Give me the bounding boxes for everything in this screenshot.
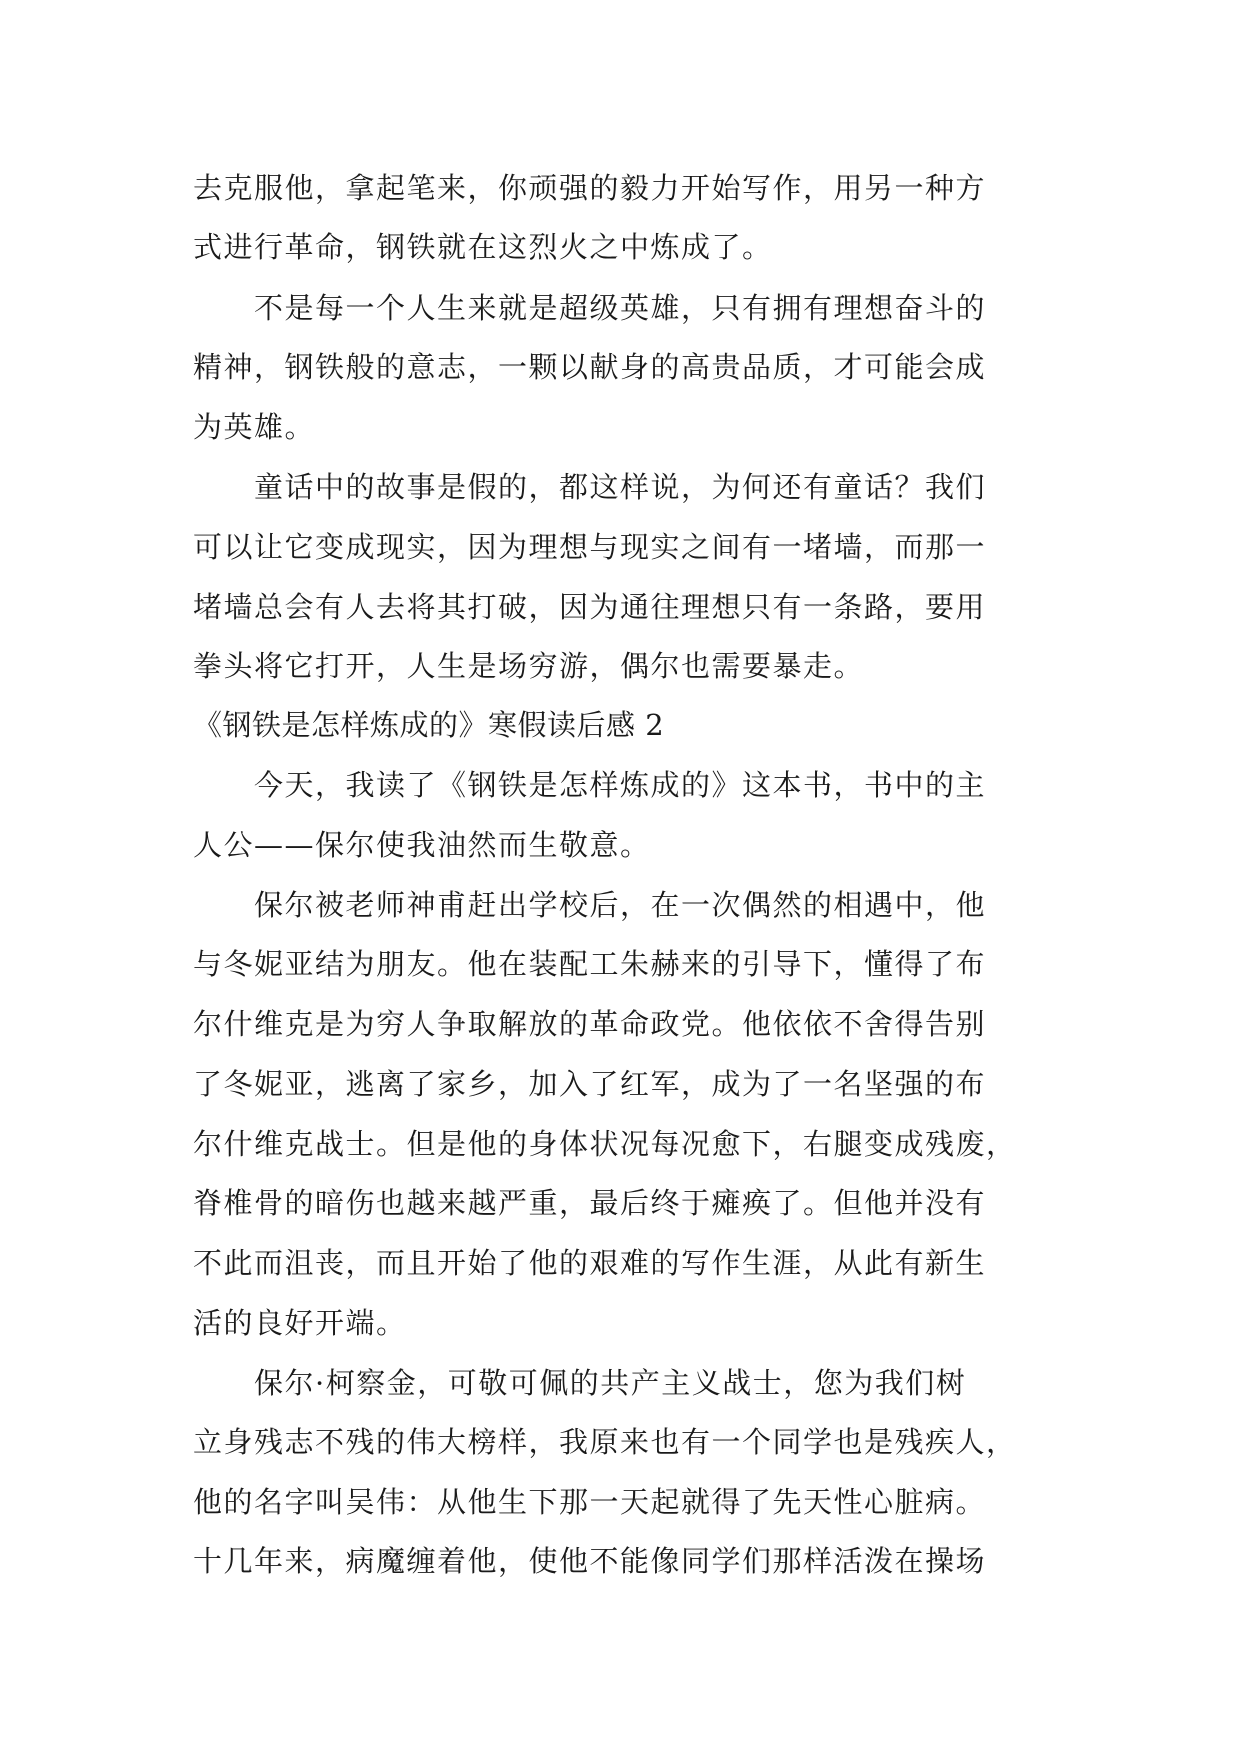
text-line: 尔什维克战士。但是他的身体状况每况愈下，右腿变成残废， bbox=[193, 1127, 1017, 1161]
paragraph-start-line: 童话中的故事是假的，都这样说，为何还有童话？我们 bbox=[193, 470, 987, 504]
text-line: 为英雄。 bbox=[193, 410, 316, 444]
text-line: 精神，钢铁般的意志，一颗以献身的高贵品质，才可能会成 bbox=[193, 350, 987, 384]
text-line: 了冬妮亚，逃离了家乡，加入了红军，成为了一名坚强的布 bbox=[193, 1067, 987, 1101]
text-line: 堵墙总会有人去将其打破，因为通往理想只有一条路，要用 bbox=[193, 590, 987, 624]
text-line: 拳头将它打开，人生是场穷游，偶尔也需要暴走。 bbox=[193, 649, 865, 683]
text-line: 活的良好开端。 bbox=[193, 1306, 407, 1340]
paragraph-start-line: 保尔被老师神甫赶出学校后，在一次偶然的相遇中，他 bbox=[193, 888, 987, 922]
text-line: 尔什维克是为穷人争取解放的革命政党。他依依不舍得告别 bbox=[193, 1007, 987, 1041]
text-line: 可以让它变成现实，因为理想与现实之间有一堵墙，而那一 bbox=[193, 530, 987, 564]
paragraph-start-line: 今天，我读了《钢铁是怎样炼成的》这本书，书中的主 bbox=[193, 768, 987, 802]
text-line: 人公——保尔使我油然而生敬意。 bbox=[193, 828, 651, 862]
text-line: 与冬妮亚结为朋友。他在装配工朱赫来的引导下，懂得了布 bbox=[193, 947, 987, 981]
paragraph-start-line: 保尔·柯察金，可敬可佩的共产主义战士，您为我们树 bbox=[193, 1366, 967, 1400]
text-line: 他的名字叫吴伟：从他生下那一天起就得了先天性心脏病。 bbox=[193, 1485, 987, 1519]
section-heading: 《钢铁是怎样炼成的》寒假读后感 2 bbox=[193, 708, 665, 742]
paragraph-start-line: 不是每一个人生来就是超级英雄，只有拥有理想奋斗的 bbox=[193, 291, 987, 325]
text-line: 十几年来，病魔缠着他，使他不能像同学们那样活泼在操场 bbox=[193, 1544, 987, 1578]
text-line: 式进行革命，钢铁就在这烈火之中炼成了。 bbox=[193, 230, 773, 264]
text-line: 脊椎骨的暗伤也越来越严重，最后终于瘫痪了。但他并没有 bbox=[193, 1186, 987, 1220]
text-line: 立身残志不残的伟大榜样，我原来也有一个同学也是残疾人， bbox=[193, 1425, 1017, 1459]
text-line: 不此而沮丧，而且开始了他的艰难的写作生涯，从此有新生 bbox=[193, 1246, 987, 1280]
text-line: 去克服他，拿起笔来，你顽强的毅力开始写作，用另一种方 bbox=[193, 171, 987, 205]
